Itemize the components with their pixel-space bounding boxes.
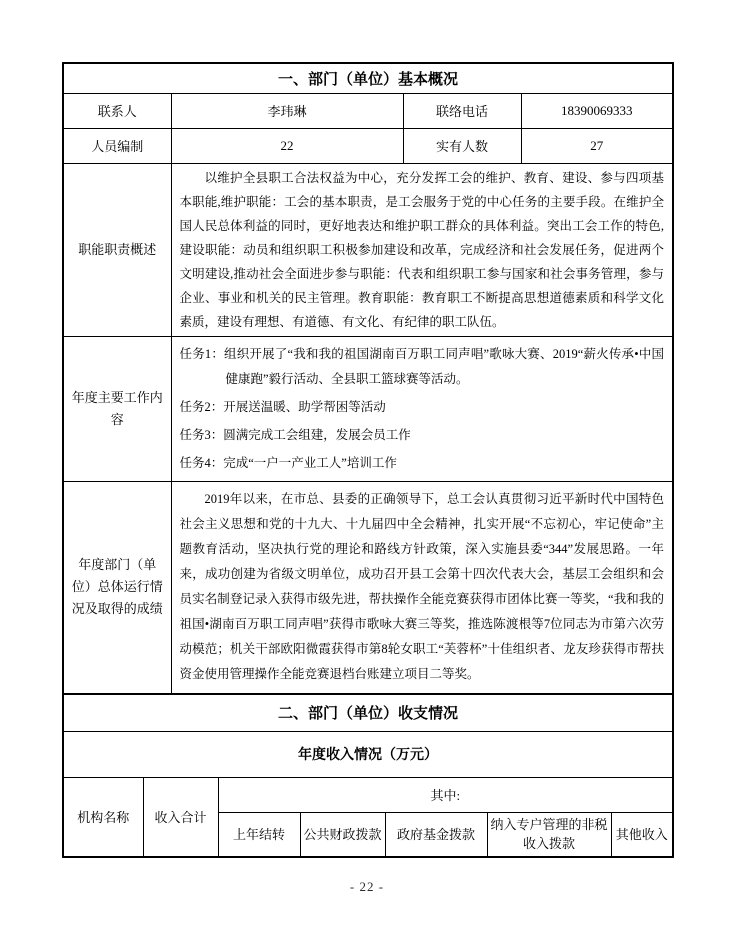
among-which-header: 其中: xyxy=(218,777,673,812)
gov-fund-header: 政府基金拨款 xyxy=(385,812,487,857)
annual-work-cell xyxy=(171,336,673,481)
section2-title: 二、部门（单位）收支情况 xyxy=(63,694,673,731)
annual-summary-label: 年度部门（单位）总体运行情况及取得的成绩 xyxy=(63,481,171,694)
actual-headcount-value: 27 xyxy=(521,128,673,163)
staffing-row xyxy=(63,128,673,163)
contact-value: 李玮琳 xyxy=(171,93,403,128)
report-document xyxy=(62,62,672,858)
annual-work-row xyxy=(63,336,673,481)
contact-row xyxy=(63,93,673,128)
public-finance-header: 公共财政拨款 xyxy=(300,812,385,857)
income-header-row-1 xyxy=(63,777,673,812)
carryover-header: 上年结转 xyxy=(218,812,300,857)
task-item-4: 任务4：完成“一户一产业工人”培训工作 xyxy=(179,455,397,470)
section2-table xyxy=(62,693,674,858)
income-section-title: 年度收入情况（万元） xyxy=(63,731,673,777)
duties-row xyxy=(63,163,673,336)
task-item-3: 任务3：圆满完成工会组建，发展会员工作 xyxy=(179,427,411,442)
annual-work-label: 年度主要工作内容 xyxy=(63,336,171,481)
actual-headcount-label: 实有人数 xyxy=(403,128,521,163)
phone-value: 18390069333 xyxy=(521,93,673,128)
income-total-header: 收入合计 xyxy=(143,777,218,857)
annual-summary-paragraph: 2019年以来，在市总、县委的正确领导下，总工会认真贯彻习近平新时代中国特色社会主义思想和党的十九大、十九届四中全会精神，扎实开展“不忘初心，牢记使命”主题教育活动，坚决执行党的理论和路线方针政策，深入实施县委“344”发展思路。一年来，成功创建为省级文明单位，成功召开县工会第十四次代表大会，基层工会组织和会员实名制登记录入获得市级先进，帮扶操作全能竞赛获得市团体比赛一等奖，“我和我的祖国•湖南百万职工同声唱”获得市歌咏大赛三等奖，推选陈渡根等7位同志为市第六次劳动模范；机关干部欧阳微霞获得市第8轮女职工“芙蓉杯”十佳组织者、龙友珍获得市帮扶资金使用管理操作全能竞赛退档台账建立项目二等奖。 xyxy=(179,492,665,682)
org-name-header: 机构名称 xyxy=(63,777,143,857)
duties-paragraph: 以维护全县职工合法权益为中心，充分发挥工会的维护、教育、建设、参与四项基本职能,维护职能：工会的基本职责，是工会服务于党的中心任务的主要手段。在维护全国人民总体利益的同时，更好地表达和维护职工群众的具体利益。突出工会工作的特色,建设职能：动员和组织职工积极参加建设和改革，完成经济和社会发展任务，促进两个文明建设,推动社会全面进步参与职能：代表和组织职工参与国家和社会事务管理，参与企业、事业和机关的民主管理。教育职能：教育职工不断提高思想道德素质和科学文化素质，建设有理想、有道德、有文化、有纪律的职工队伍。 xyxy=(179,170,665,329)
page-number: - 22 - xyxy=(349,879,385,894)
duties-text-cell xyxy=(171,163,673,336)
annual-summary-row xyxy=(63,481,673,694)
contact-label: 联系人 xyxy=(63,93,171,128)
staffing-value: 22 xyxy=(171,128,403,163)
phone-label: 联络电话 xyxy=(403,93,521,128)
non-tax-header: 纳入专户管理的非税收入拨款 xyxy=(487,812,611,857)
task-item-2: 任务2：开展送温暖、助学帮困等活动 xyxy=(179,399,386,414)
annual-summary-cell xyxy=(171,481,673,694)
task-item-1: 任务1：组织开展了“我和我的祖国湖南百万职工同声唱”歌咏大赛、2019“薪火传承•中国健康跑”毅行活动、全县职工篮球赛等活动。 xyxy=(179,346,665,386)
section1-title: 一、部门（单位）基本概况 xyxy=(63,63,673,93)
duties-label: 职能职责概述 xyxy=(63,163,171,336)
other-income-header: 其他收入 xyxy=(611,812,673,857)
section1-table xyxy=(62,62,674,695)
staffing-label: 人员编制 xyxy=(63,128,171,163)
